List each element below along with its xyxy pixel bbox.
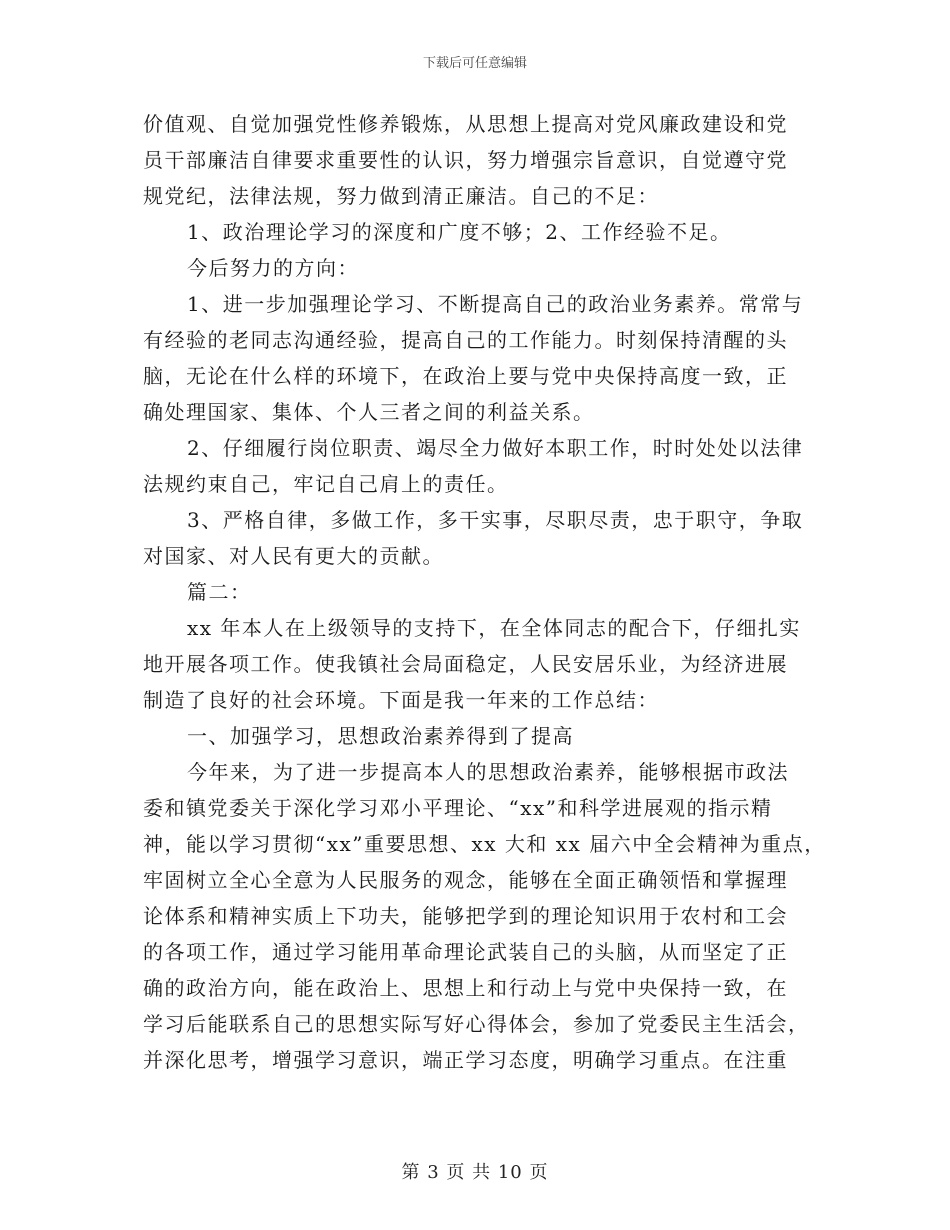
text-line: 的各项工作，通过学习能用革命理论武装自己的头脑，从而坚定了正 xyxy=(143,940,788,964)
text-line: 有经验的老同志沟通经验，提高自己的工作能力。时刻保持清醒的头 xyxy=(143,328,788,352)
text-line: 地开展各项工作。使我镇社会局面稳定，人民安居乐业，为经济进展 xyxy=(143,652,788,676)
page-header-note: 下载后可任意编辑 xyxy=(422,56,527,71)
text-line: 1、政治理论学习的深度和广度不够；2、工作经验不足。 xyxy=(187,220,732,244)
text-line: 并深化思考，增强学习意识，端正学习态度，明确学习重点。在注重 xyxy=(143,1048,788,1072)
text-line: 今后努力的方向： xyxy=(187,256,359,280)
text-line: 2、仔细履行岗位职责、竭尽全力做好本职工作，时时处处以法律 xyxy=(187,436,804,460)
text-line: 脑，无论在什么样的环境下，在政治上要与党中央保持高度一致，正 xyxy=(143,364,788,388)
text-line: 法规约束自己，牢记自己肩上的责任。 xyxy=(143,472,509,496)
text-line: 委和镇党委关于深化学习邓小平理论、“xx”和科学进展观的指示精 xyxy=(143,796,773,820)
document-body xyxy=(143,106,826,1078)
text-line: xx 年本人在上级领导的支持下，在全体同志的配合下，仔细扎实 xyxy=(187,616,801,640)
text-line: 篇二： xyxy=(187,580,252,604)
text-line: 1、进一步加强理论学习、不断提高自己的政治业务素养。常常与 xyxy=(187,292,804,316)
text-line: 今年来，为了进一步提高本人的思想政治素养，能够根据市政法 xyxy=(187,760,789,784)
text-line: 论体系和精神实质上下功夫，能够把学到的理论知识用于农村和工会 xyxy=(143,904,788,928)
text-line: 神，能以学习贯彻“xx”重要思想、xx 大和 xx 届六中全会精神为重点， xyxy=(143,832,826,856)
text-line: 价值观、自觉加强党性修养锻炼，从思想上提高对党风廉政建设和党 xyxy=(143,112,788,136)
page-number-footer: 第 3 页 共 10 页 xyxy=(401,1162,549,1183)
text-line: 制造了良好的社会环境。下面是我一年来的工作总结： xyxy=(143,688,659,712)
text-line: 对国家、对人民有更大的贡献。 xyxy=(143,544,444,568)
text-line: 学习后能联系自己的思想实际写好心得体会，参加了党委民主生活会， xyxy=(143,1012,810,1036)
text-line: 规党纪，法律法规，努力做到清正廉洁。自己的不足： xyxy=(143,184,659,208)
text-line: 员干部廉洁自律要求重要性的认识，努力增强宗旨意识，自觉遵守党 xyxy=(143,148,788,172)
text-line: 确处理国家、集体、个人三者之间的利益关系。 xyxy=(143,400,595,424)
text-line: 一、加强学习，思想政治素养得到了提高 xyxy=(187,724,574,748)
text-line: 3、严格自律，多做工作，多干实事，尽职尽责，忠于职守，争取 xyxy=(187,508,804,532)
text-line: 牢固树立全心全意为人民服务的观念，能够在全面正确领悟和掌握理 xyxy=(143,868,788,892)
text-line: 确的政治方向，能在政治上、思想上和行动上与党中央保持一致，在 xyxy=(143,976,788,1000)
text-lines xyxy=(143,106,826,1078)
